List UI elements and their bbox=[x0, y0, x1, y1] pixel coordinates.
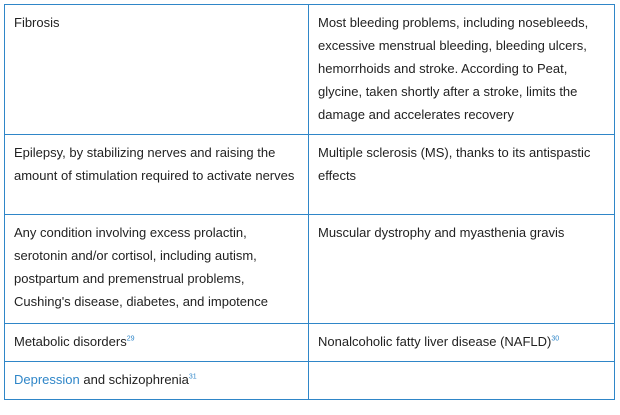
table-row bbox=[5, 215, 615, 324]
depression-link[interactable]: Depression bbox=[14, 372, 80, 387]
footnote-ref-31[interactable]: 31 bbox=[188, 373, 197, 381]
cell-text: Most bleeding problems, including nosebleeds, excessive menstrual bleeding, bleeding ulcers, hemorrhoids and stroke. According to Peat, glycine, taken shortly after a stroke, limits the damage and accelerates recovery bbox=[318, 15, 589, 122]
footnote-ref-30[interactable]: 30 bbox=[551, 335, 560, 343]
table-row bbox=[5, 135, 615, 215]
table-row bbox=[5, 362, 615, 400]
cell-text: Any condition involving excess prolactin, serotonin and/or cortisol, including autism, postpartum and premenstrual problems, Cushing's disease, diabetes, and impotence bbox=[14, 225, 268, 309]
table-cell-left bbox=[5, 324, 309, 362]
cell-text: Metabolic disorders bbox=[14, 334, 127, 349]
table-cell-right bbox=[309, 135, 615, 215]
table-cell-left bbox=[5, 135, 309, 215]
table-cell-left bbox=[5, 362, 309, 400]
table-cell-right bbox=[309, 5, 615, 135]
table-cell-right bbox=[309, 324, 615, 362]
cell-text: Nonalcoholic fatty liver disease (NAFLD) bbox=[318, 334, 552, 349]
table-cell-left bbox=[5, 5, 309, 135]
cell-text: Epilepsy, by stabilizing nerves and raising the amount of stimulation required to activate nerves bbox=[14, 145, 295, 183]
cell-text: and schizophrenia bbox=[79, 372, 189, 387]
footnote-ref-29[interactable]: 29 bbox=[126, 335, 135, 343]
table-cell-right-empty bbox=[309, 362, 615, 400]
table-row bbox=[5, 5, 615, 135]
cell-text: Multiple sclerosis (MS), thanks to its antispastic effects bbox=[318, 145, 591, 183]
table-cell-left bbox=[5, 215, 309, 324]
table-row bbox=[5, 324, 615, 362]
cell-text: Muscular dystrophy and myasthenia gravis bbox=[318, 225, 565, 240]
cell-text: Fibrosis bbox=[14, 15, 60, 30]
table-cell-right bbox=[309, 215, 615, 324]
conditions-table bbox=[4, 4, 615, 400]
